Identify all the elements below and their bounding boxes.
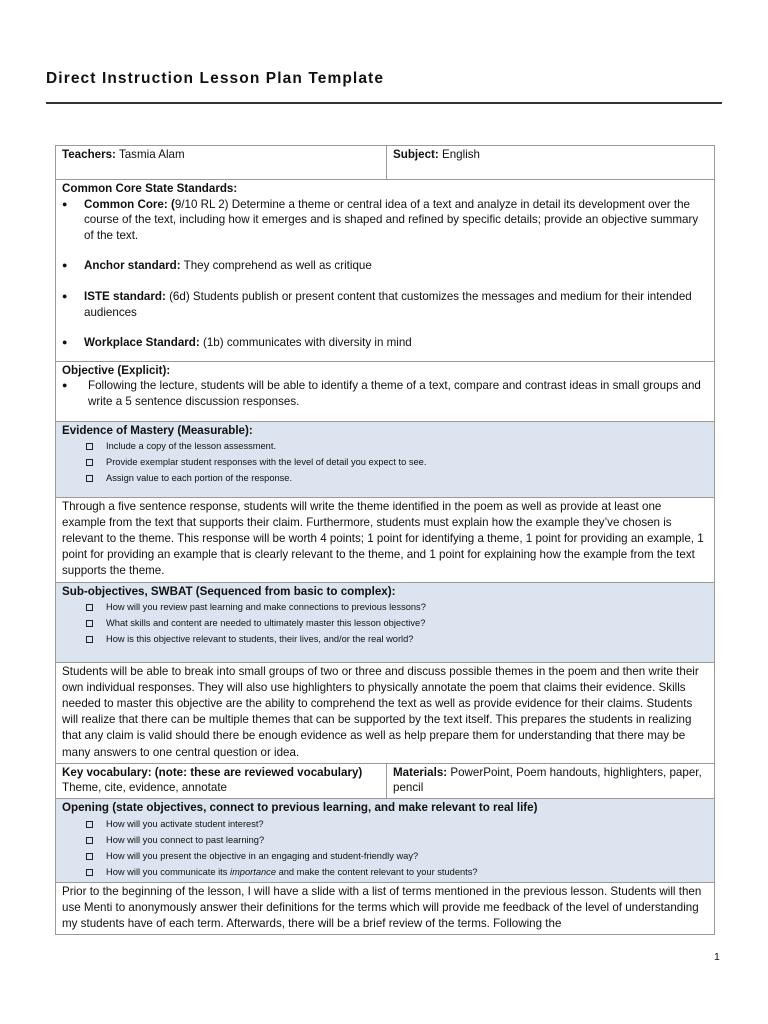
materials-label: Materials:: [393, 765, 448, 779]
standard-label: ISTE standard:: [84, 289, 166, 303]
checklist-item: [86, 864, 708, 880]
document-title: Direct Instruction Lesson Plan Template: [46, 70, 385, 87]
standards-list: [62, 197, 708, 351]
checklist-item: Provide exemplar student responses with the level of detail you expect to see.: [86, 454, 708, 470]
standard-label: Anchor standard:: [84, 259, 181, 273]
vocabulary-label: Key vocabulary: (note: these are reviewed vocabulary): [62, 765, 363, 779]
subject-value: English: [441, 148, 481, 161]
standard-text: (1b) communicates with diversity in mind: [203, 336, 412, 350]
evidence-response-row: [56, 497, 715, 582]
checklist-item: [86, 848, 708, 864]
teachers-cell: [56, 146, 387, 180]
evidence-response: Through a five sentence response, students will write the theme identified in the poem as well as provide at least one example from the text that supports their claim. Furthermore, students must explain how the example they’ve chosen is relevant to the theme. This response will be worth 4 points; 1 point for identifying a theme, 1 point for providing an example, 1 point for providing an example that is clearly relevant to the theme, and 1 point for explaining how the example from the text supports the theme.: [56, 497, 715, 582]
checklist-text: How will you present the objective in an engaging and student-friendly way?: [106, 850, 419, 861]
standards-heading: Common Core State Standards:: [62, 182, 238, 195]
opening-row: [56, 798, 715, 882]
teachers-label: Teachers:: [62, 148, 116, 161]
checklist-item: Include a copy of the lesson assessment.: [86, 438, 708, 454]
objective-heading: Objective (Explicit):: [62, 363, 171, 377]
sub-objectives-response: Students will be able to break into small groups of two or three and discuss possible themes in the poem and then write their own individual responses. They will also use highlighters to physically annotate the poem that claims their evidence. Skills needed to master this objective are the ability to comprehend the text as well as provide evidence for their claims. Students will realize that there can be multiple themes that can be supported by the text itself. This prepares the students in realizing that any claim is valid should there be enough evidence as well as help prepare them for understanding that there may be many answers to one central question or idea.: [56, 662, 715, 763]
checklist-item: [86, 816, 708, 832]
evidence-heading: Evidence of Mastery (Measurable):: [62, 423, 253, 437]
checklist-text: How will you communicate its: [106, 866, 230, 877]
subject-label: Subject:: [393, 148, 439, 161]
objective-list: [62, 378, 708, 409]
vocabulary-cell: [56, 763, 387, 798]
standard-label: Workplace Standard:: [84, 336, 200, 350]
objective-text: ● Following the lecture, students will be able to identify a theme of a text, compare and contrast ideas in small groups and write a 5 sentence discussion responses.: [62, 378, 708, 409]
materials-value: PowerPoint, Poem handouts, highlighters, paper, pencil: [393, 765, 702, 795]
standards-cell: [56, 180, 715, 362]
title-divider: [46, 102, 722, 104]
checklist-item: How will you review past learning and make connections to previous lessons?: [86, 599, 708, 615]
opening-cell: [56, 798, 715, 882]
checklist-item: What skills and content are needed to ultimately master this lesson objective?: [86, 615, 708, 631]
opening-response-row: [56, 882, 715, 935]
checklist-emphasis: importance: [230, 866, 276, 877]
standard-item: [62, 289, 708, 320]
vocabulary-value: Theme, cite, evidence, annotate: [62, 781, 227, 795]
checklist-item: [86, 832, 708, 848]
sub-objectives-response-row: [56, 662, 715, 763]
standard-text: (6d) Students publish or present content that customizes the messages and medium for their intended audiences: [84, 289, 692, 319]
standard-text: 9/10 RL 2) Determine a theme or central idea of a text and analyze in detail its development over the course of the text, including how it emerges and is shaped and refined by specific details; provide an objective summary of the text.: [84, 197, 699, 242]
lesson-plan-table: [55, 145, 715, 935]
evidence-checklist: [62, 438, 708, 486]
standard-item: [62, 197, 708, 244]
page-number: 1: [714, 951, 720, 963]
standards-row: [56, 180, 715, 362]
objective-cell: [56, 361, 715, 421]
opening-heading: Opening (state objectives, connect to previous learning, and make relevant to real life): [62, 800, 538, 814]
sub-objectives-cell: [56, 582, 715, 662]
header-row: [56, 146, 715, 180]
standard-item: [62, 258, 708, 274]
sub-objectives-row: [56, 582, 715, 662]
materials-cell: [387, 763, 715, 798]
sub-objectives-heading: Sub-objectives, SWBAT (Sequenced from basic to complex):: [62, 584, 396, 598]
checklist-text: How will you activate student interest?: [106, 818, 264, 829]
standard-text: They comprehend as well as critique: [183, 259, 372, 273]
opening-checklist: [62, 816, 708, 880]
evidence-cell: [56, 421, 715, 497]
subject-cell: [387, 146, 715, 180]
standard-label: Common Core: (: [84, 197, 175, 211]
standard-item: [62, 335, 708, 351]
checklist-text: and make the content relevant to your students?: [276, 866, 478, 877]
objective-row: [56, 361, 715, 421]
vocabulary-materials-row: [56, 763, 715, 798]
checklist-item: How is this objective relevant to students, their lives, and/or the real world?: [86, 631, 708, 647]
checklist-text: How will you connect to past learning?: [106, 834, 265, 845]
checklist-item: Assign value to each portion of the response.: [86, 470, 708, 486]
teachers-value: Tasmia Alam: [118, 148, 185, 161]
sub-objectives-checklist: [62, 599, 708, 647]
evidence-row: [56, 421, 715, 497]
opening-response: Prior to the beginning of the lesson, I will have a slide with a list of terms mentioned in the previous lesson. Students will then use Menti to anonymously answer their definitions for the terms which will provide me feedback of the level of understanding my students have of each term. Afterwards, there will be a brief review of the terms. Following the: [56, 882, 715, 935]
